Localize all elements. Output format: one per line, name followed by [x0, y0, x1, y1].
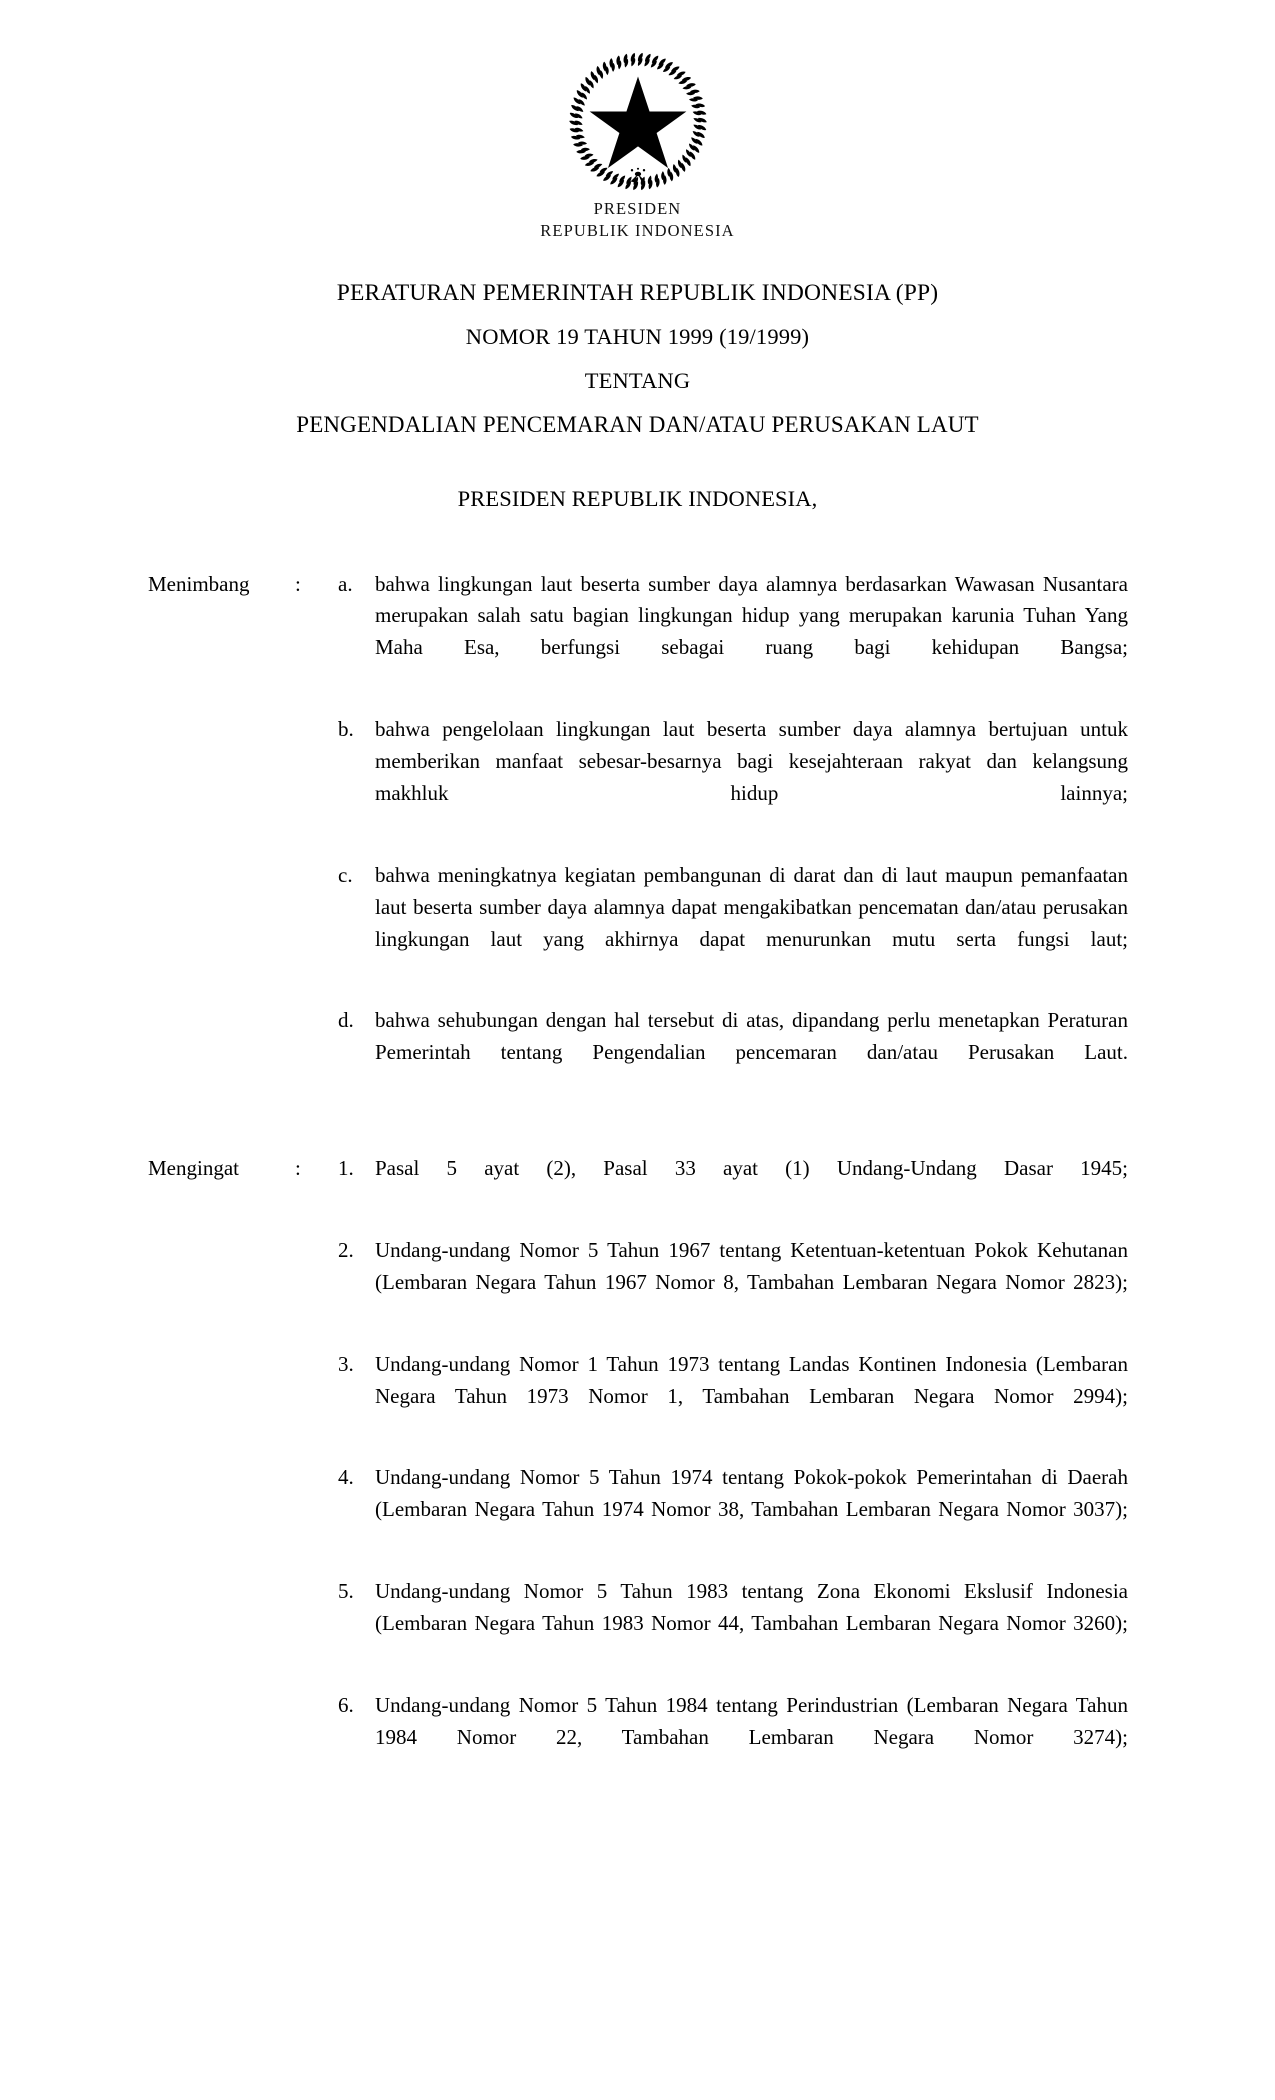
star-shape	[589, 77, 686, 169]
garuda-star-wreath-emblem	[563, 42, 713, 192]
mengingat-items	[338, 1153, 1128, 1785]
list-item	[338, 1153, 1128, 1217]
item-text: bahwa lingkungan laut beserta sumber daya alamnya berdasarkan Wawasan Nusantara merupakan salah satu bagian lingkungan hidup yang merupakan karunia Tuhan Yang Maha Esa, berfungsi sebagai ruang bagi kehidupan Bangsa;	[375, 571, 1128, 660]
item-text: Undang-undang Nomor 5 Tahun 1984 tentang Perindustrian (Lembaran Negara Tahun 1984 Nomor 22, Tambahan Lembaran Negara Nomor 3274);	[375, 1692, 1128, 1749]
item-text: bahwa pengelolaan lingkungan laut beserta sumber daya alamnya bertujuan untuk memberikan manfaat sebesar-besarnya bagi kesejahteraan rakyat dan kelangsung makhluk hidup lainnya;	[375, 717, 1128, 805]
section-mengingat	[0, 1153, 1275, 1785]
item-text: bahwa sehubungan dengan hal tersebut di atas, dipandang perlu menetapkan Peraturan Pemerintah tentang Pengendalian pencemaran dan/atau Perusakan Laut.	[375, 1008, 1128, 1065]
item-marker: 4.	[338, 1465, 354, 1490]
list-item	[338, 714, 1128, 842]
item-text: bahwa meningkatnya kegiatan pembangunan di darat dan di laut maupun pemanfaatan laut beserta sumber daya alamnya dapat mengakibatkan pencematan dan/atau perusakan lingkungan laut yang akhirnya dapat menurunkan mutu serta fungsi laut;	[375, 862, 1128, 951]
title-line-about: TENTANG	[584, 367, 691, 393]
mengingat-colon: :	[295, 1156, 301, 1181]
list-item	[338, 569, 1128, 697]
item-marker: 6.	[338, 1692, 354, 1717]
emblem-caption-line1: PRESIDEN	[593, 199, 682, 218]
list-item	[338, 1005, 1128, 1101]
list-item	[338, 860, 1128, 988]
ribbon-knot	[630, 168, 645, 183]
item-text: Undang-undang Nomor 5 Tahun 1983 tentang Zona Ekonomi Ekslusif Indonesia (Lembaran Negara Tahun 1983 Nomor 44, Tambahan Lembaran Negara Nomor 3260);	[375, 1579, 1128, 1635]
mengingat-label: Mengingat	[148, 1156, 239, 1181]
list-item	[338, 1235, 1128, 1331]
emblem-caption-line2: REPUBLIK INDONESIA	[540, 220, 735, 240]
page-title	[0, 279, 1275, 438]
item-text: Undang-undang Nomor 5 Tahun 1974 tentang Pokok-pokok Pemerintahan di Daerah (Lembaran Negara Tahun 1974 Nomor 38, Tambahan Lembaran Negara Nomor 3037);	[375, 1465, 1128, 1522]
item-marker: 5.	[338, 1579, 354, 1604]
item-marker: 2.	[338, 1237, 354, 1262]
menimbang-colon: :	[295, 571, 301, 596]
item-text: Pasal 5 ayat (2), Pasal 33 ayat (1) Undang-Undang Dasar 1945;	[375, 1156, 1128, 1181]
document-header	[0, 0, 1275, 242]
title-line-subject: PENGENDALIAN PENCEMARAN DAN/ATAU PERUSAKAN LAUT	[296, 412, 979, 438]
president-subheading: PRESIDEN REPUBLIK INDONESIA,	[457, 486, 818, 512]
item-marker: d.	[338, 1008, 354, 1033]
list-item	[338, 1576, 1128, 1672]
item-text: Undang-undang Nomor 1 Tahun 1973 tentang Landas Kontinen Indonesia (Lembaran Negara Tahun 1973 Nomor 1, Tambahan Lembaran Negara Nomor 2994);	[375, 1351, 1128, 1408]
item-text: Undang-undang Nomor 5 Tahun 1967 tentang Ketentuan-ketentuan Pokok Kehutanan (Lembaran Negara Tahun 1967 Nomor 8, Tambahan Lembaran Negara Nomor 2823);	[375, 1237, 1128, 1294]
menimbang-label: Menimbang	[148, 571, 250, 596]
item-marker: b.	[338, 717, 354, 742]
list-item	[338, 1462, 1128, 1558]
item-marker: 1.	[338, 1156, 354, 1181]
list-item	[338, 1690, 1128, 1786]
list-item	[338, 1349, 1128, 1445]
menimbang-items	[338, 569, 1128, 1102]
title-line-number: NOMOR 19 TAHUN 1999 (19/1999)	[465, 324, 810, 350]
title-line-regulation: PERATURAN PEMERINTAH REPUBLIK INDONESIA (PP)	[336, 279, 939, 306]
item-marker: a.	[338, 571, 353, 596]
emblem-caption	[540, 198, 734, 242]
item-marker: 3.	[338, 1351, 354, 1376]
item-marker: c.	[338, 862, 353, 887]
section-menimbang	[0, 569, 1275, 1102]
